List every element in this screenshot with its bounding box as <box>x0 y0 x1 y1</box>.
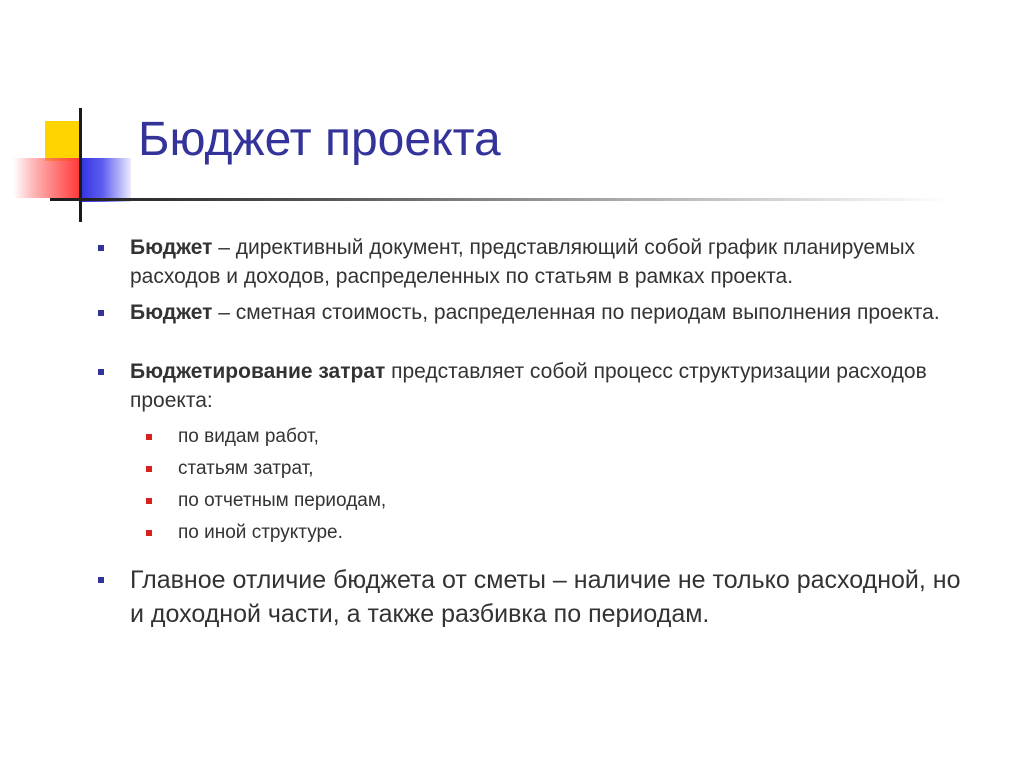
decor-vertical-line <box>79 108 82 222</box>
term-label: Бюджет <box>130 301 213 324</box>
main-difference-text: Главное отличие бюджета от сметы – наличие не только расходной, но и доходной части, а также разбивка по периодам. <box>130 566 961 628</box>
bullet-item-budget-cost <box>96 298 976 327</box>
square-bullet-icon <box>146 466 152 472</box>
title-underline <box>50 198 950 201</box>
square-bullet-icon <box>98 245 104 251</box>
square-bullet-icon <box>98 310 104 316</box>
square-bullet-icon <box>98 577 104 583</box>
bullet-item-main-difference <box>96 563 976 631</box>
definition-text: представляет собой процесс структуризации расходов проекта: <box>130 360 927 412</box>
slide-body <box>96 233 976 631</box>
slide-title: Бюджет проекта <box>138 113 501 166</box>
decor-blue-square <box>79 158 131 202</box>
definition-text: – директивный документ, представляющий собой график планируемых расходов и доходов, распределенных по статьям в рамках проекта. <box>130 236 916 288</box>
sub-bullet-item <box>96 517 976 549</box>
term-label: Бюджет <box>130 236 213 259</box>
bullet-item-budget-definition <box>96 233 976 291</box>
sub-bullet-text: статьям затрат, <box>178 458 314 479</box>
sub-bullet-item <box>96 421 976 453</box>
sub-bullet-item <box>96 485 976 517</box>
bullet-item-cost-budgeting <box>96 357 976 415</box>
sub-bullet-item <box>96 453 976 485</box>
definition-text: – сметная стоимость, распределенная по периодам выполнения проекта. <box>212 301 940 324</box>
decor-red-square <box>13 158 79 198</box>
term-label: Бюджетирование затрат <box>130 360 386 383</box>
square-bullet-icon <box>146 530 152 536</box>
sub-bullet-text: по отчетным периодам, <box>178 490 387 511</box>
sub-bullet-text: по видам работ, <box>178 426 319 447</box>
square-bullet-icon <box>146 498 152 504</box>
decor-yellow-square <box>45 121 81 161</box>
sub-bullet-text: по иной структуре. <box>178 522 343 543</box>
square-bullet-icon <box>146 434 152 440</box>
square-bullet-icon <box>98 369 104 375</box>
